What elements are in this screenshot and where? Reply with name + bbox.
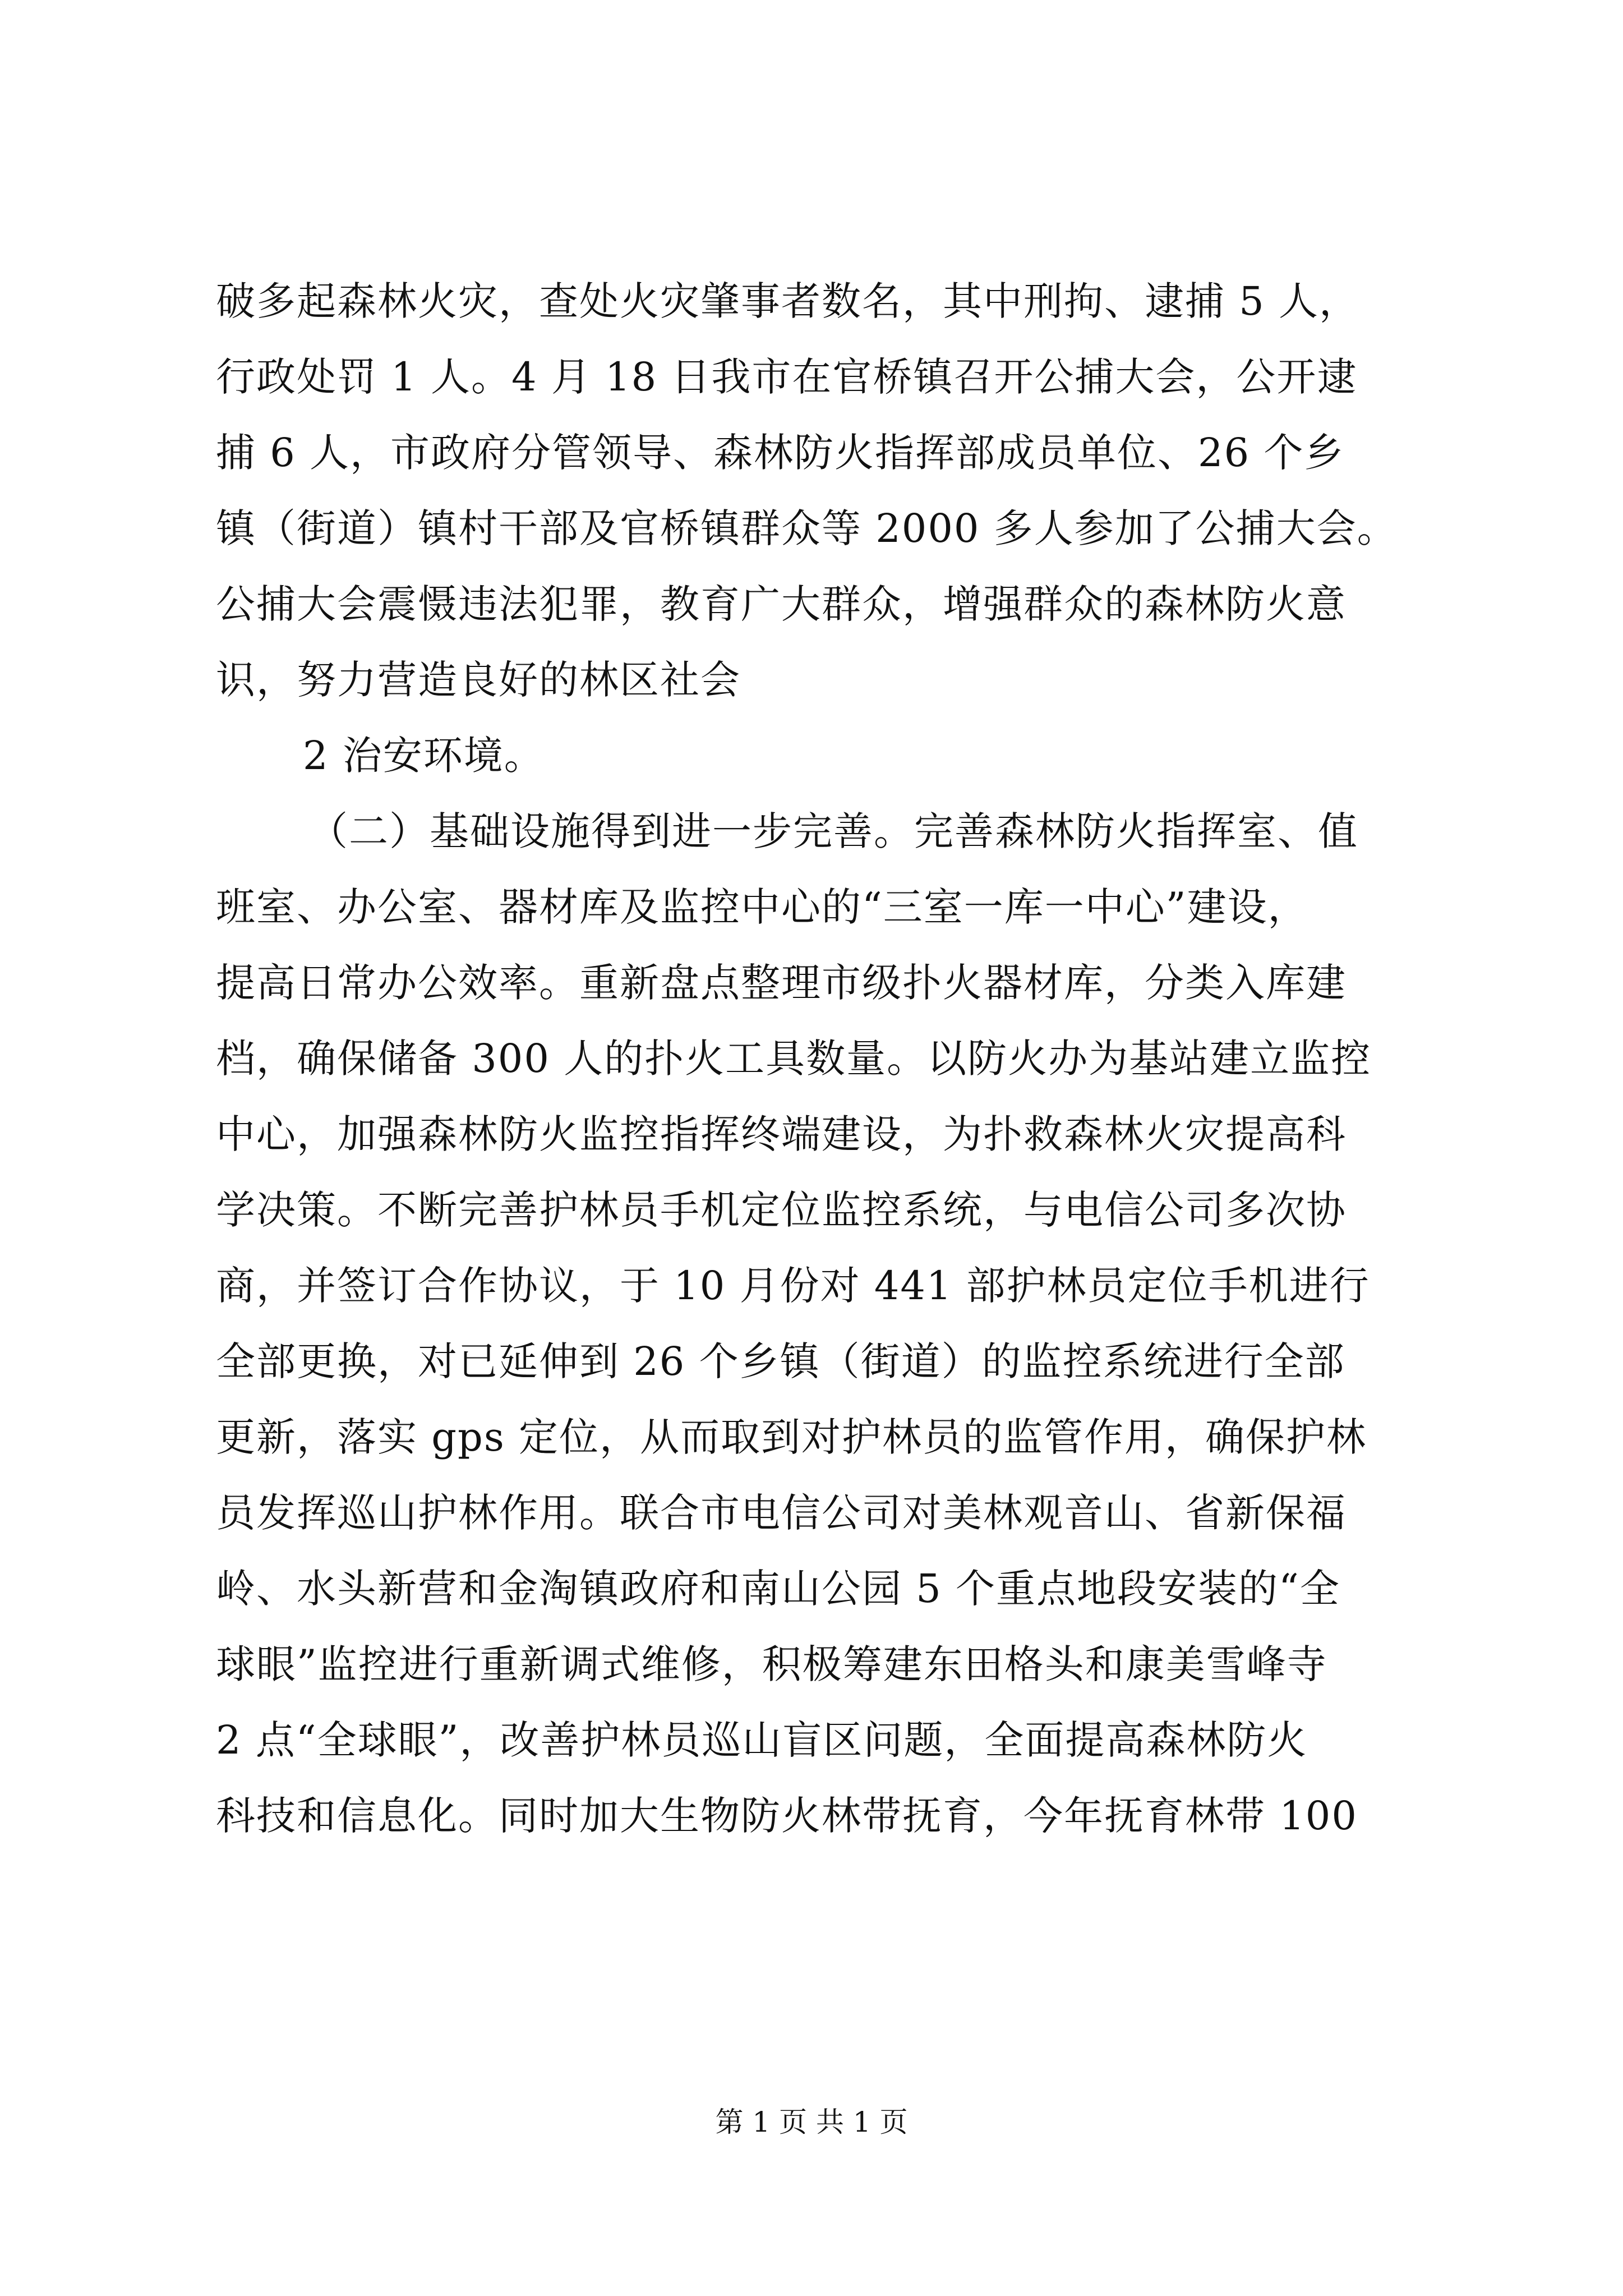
- text-line: 镇（街道）镇村干部及官桥镇群众等 2000 多人参加了公捕大会。: [216, 505, 1398, 551]
- text-line: 全部更换，对已延伸到 26 个乡镇（街道）的监控系统进行全部: [216, 1338, 1345, 1384]
- text-line: 岭、水头新营和金淘镇政府和南山公园 5 个重点地段安装的“全: [216, 1566, 1340, 1612]
- text-line: 班室、办公室、器材库及监控中心的“三室一库一中心”建设，: [216, 884, 1308, 930]
- text-line: 学决策。不断完善护林员手机定位监控系统，与电信公司多次协: [216, 1187, 1347, 1233]
- text-line: 中心，加强森林防火监控指挥终端建设，为扑救森林火灾提高科: [216, 1111, 1347, 1157]
- text-line: 2 点“全球眼”，改善护林员巡山盲区问题，全面提高森林防火: [216, 1717, 1308, 1763]
- text-line: 商，并签订合作协议，于 10 月份对 441 部护林员定位手机进行: [216, 1263, 1370, 1309]
- text-line: 行政处罚 1 人。4 月 18 日我市在官桥镇召开公捕大会，公开逮: [216, 354, 1358, 400]
- page-footer: 第 1 页 共 1 页: [715, 2106, 908, 2138]
- text-line: 科技和信息化。同时加大生物防火林带抚育，今年抚育林带 100: [216, 1793, 1358, 1839]
- text-line: 识，努力营造良好的林区社会: [216, 657, 741, 703]
- text-line: 破多起森林火灾，查处火灾肇事者数名，其中刑拘、逮捕 5 人，: [216, 278, 1360, 324]
- text-line: 球眼”监控进行重新调式维修，积极筹建东田格头和康美雪峰寺: [216, 1641, 1327, 1687]
- text-line: 档，确保储备 300 人的扑火工具数量。以防火办为基站建立监控: [216, 1036, 1372, 1082]
- text-line: 公捕大会震慑违法犯罪，教育广大群众，增强群众的森林防火意: [216, 581, 1347, 627]
- text-line: 员发挥巡山护林作用。联合市电信公司对美林观音山、省新保福: [216, 1490, 1347, 1536]
- text-line: 更新，落实 gps 定位，从而取到对护林员的监管作用，确保护林: [216, 1414, 1367, 1460]
- text-line: 2 治安环境。: [303, 733, 545, 779]
- section-heading-line: （二）基础设施得到进一步完善。完善森林防火指挥室、值: [308, 808, 1358, 854]
- text-line: 捕 6 人，市政府分管领导、森林防火指挥部成员单位、26 个乡: [216, 430, 1345, 476]
- text-line: 提高日常办公效率。重新盘点整理市级扑火器材库，分类入库建: [216, 960, 1347, 1006]
